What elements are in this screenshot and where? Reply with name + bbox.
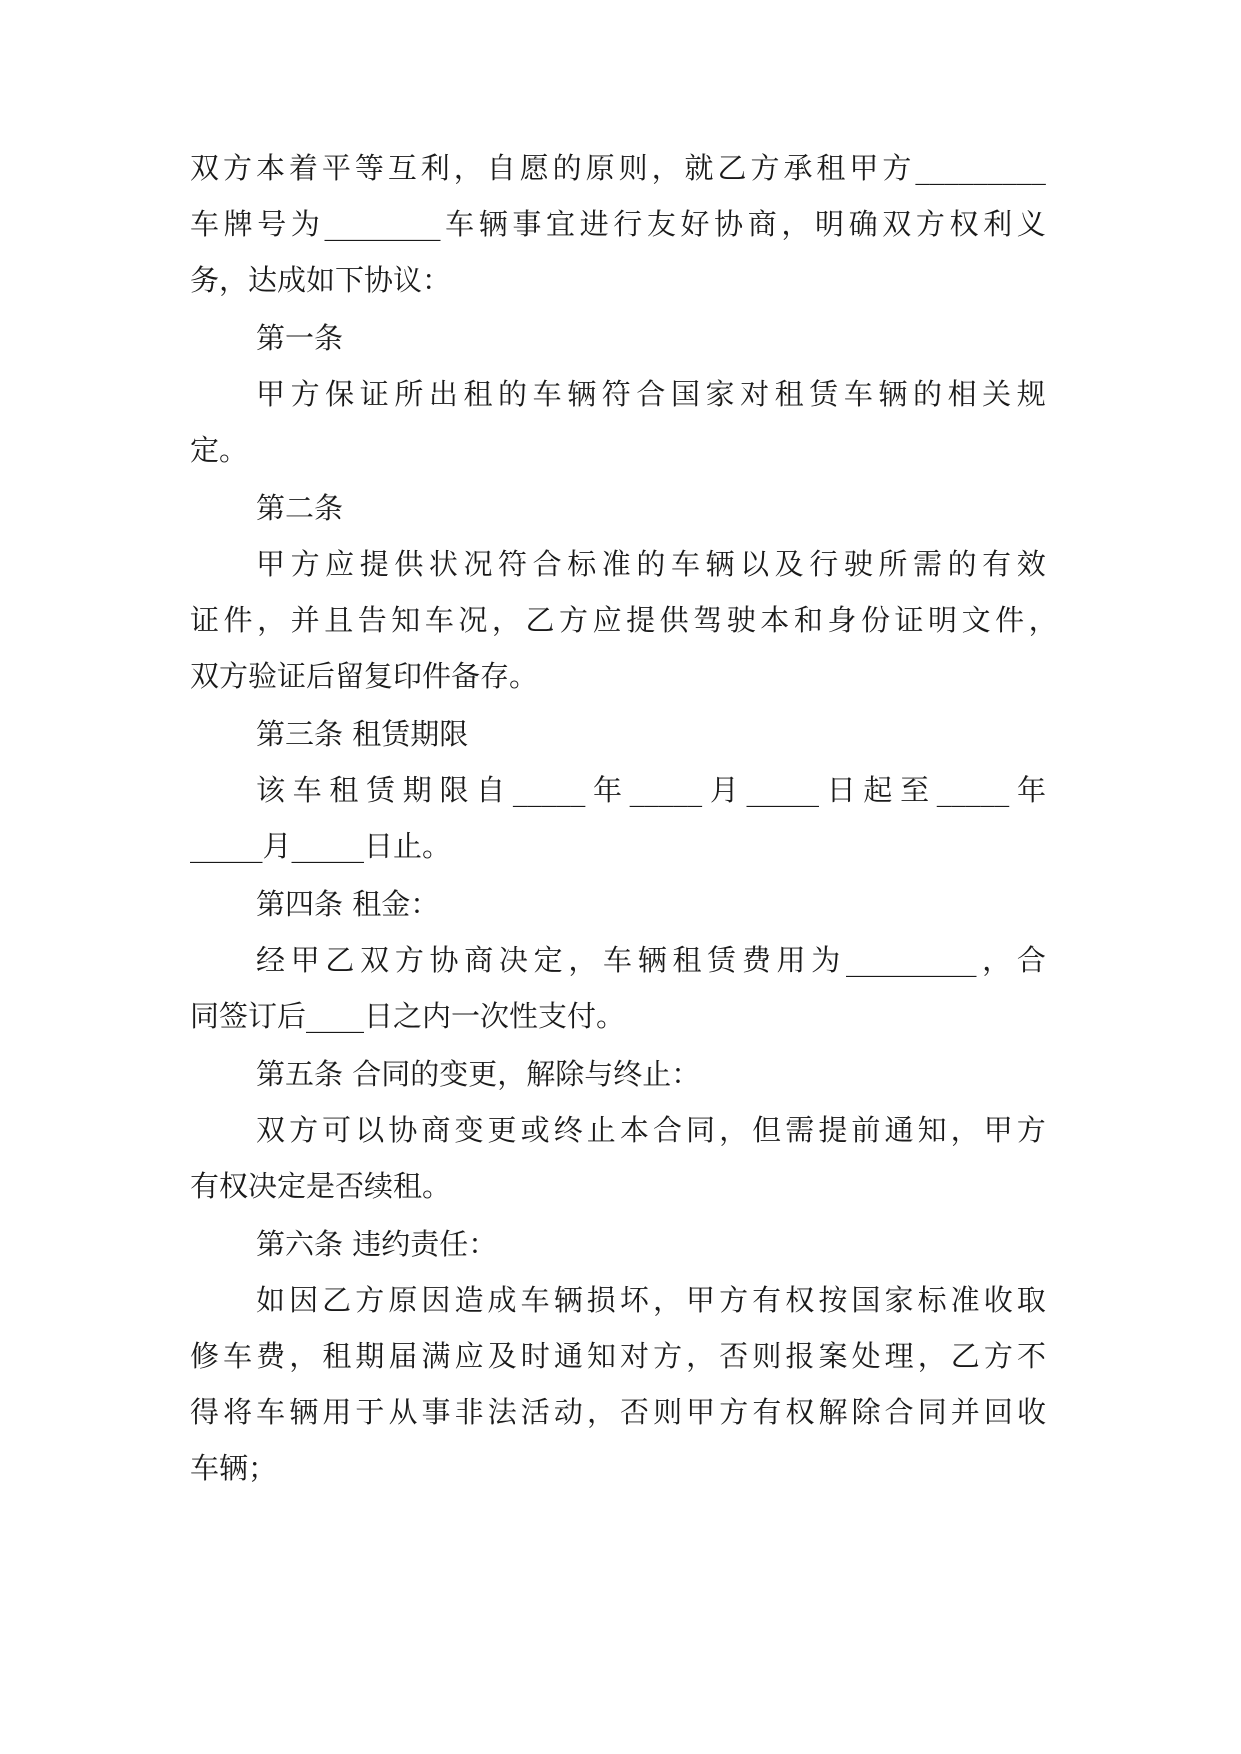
- text-glyph: 理: [884, 1339, 914, 1373]
- article-6-heading: 第六条 违约责任：: [256, 1227, 498, 1261]
- text-glyph: 辆: [637, 943, 667, 977]
- text-glyph: 权: [785, 1283, 815, 1317]
- text-glyph: 方: [559, 603, 589, 637]
- text-glyph: 租: [672, 943, 702, 977]
- text-glyph: 费: [741, 943, 771, 977]
- text-glyph: 及: [487, 1339, 517, 1373]
- text-glyph: 且: [324, 603, 354, 637]
- text-glyph: 辆: [705, 547, 735, 581]
- text-glyph: ，: [917, 1339, 947, 1373]
- article-6-line-1: [256, 1280, 1046, 1320]
- text-glyph: 方: [983, 1339, 1013, 1373]
- text-glyph: 利: [420, 151, 450, 185]
- text-glyph: 方: [653, 1339, 683, 1373]
- text-glyph: 身: [827, 603, 857, 637]
- text-glyph: 收: [983, 1283, 1013, 1317]
- text-glyph: ，: [568, 943, 598, 977]
- text-glyph: 赁: [366, 773, 396, 807]
- text-glyph: 方: [719, 1283, 749, 1317]
- text-glyph: 出: [428, 377, 458, 411]
- text-glyph: 按: [818, 1283, 848, 1317]
- text-glyph: 驾: [693, 603, 723, 637]
- article-3-line-2: _____月_____日止。: [190, 829, 452, 863]
- text-glyph: 于: [355, 1395, 385, 1429]
- text-glyph: 乙: [717, 151, 747, 185]
- text-glyph: 号: [257, 207, 287, 241]
- paragraph-intro-line-2: [190, 204, 1046, 244]
- text-glyph: 但: [752, 1113, 782, 1147]
- text-glyph: 事: [421, 1395, 451, 1429]
- text-glyph: 车: [292, 773, 322, 807]
- text-glyph: 解: [818, 1395, 848, 1429]
- text-glyph: 自: [486, 151, 516, 185]
- text-glyph: 证: [359, 377, 389, 411]
- text-glyph: 标: [917, 1283, 947, 1317]
- text-glyph: 止: [586, 1113, 616, 1147]
- text-glyph: 状: [428, 547, 458, 581]
- text-glyph: 应: [592, 603, 622, 637]
- article-2-line-3: 双方验证后留复印件备存。: [190, 659, 539, 693]
- text-glyph: ，: [781, 207, 811, 241]
- text-glyph: 否: [620, 1395, 650, 1429]
- text-glyph: 好: [680, 207, 710, 241]
- text-glyph: 双: [882, 207, 912, 241]
- text-glyph: 着: [288, 151, 318, 185]
- text-glyph: 符: [498, 547, 528, 581]
- article-3-heading: 第三条 租赁期限: [256, 717, 469, 751]
- text-glyph: 乙: [950, 1339, 980, 1373]
- text-glyph: 甲: [256, 377, 286, 411]
- text-glyph: 辆: [553, 1283, 583, 1317]
- text-glyph: 取: [1016, 1283, 1046, 1317]
- text-glyph: 方: [719, 1395, 749, 1429]
- text-glyph: 处: [851, 1339, 881, 1373]
- article-4-heading: 第四条 租金：: [256, 887, 440, 921]
- text-glyph: ，: [491, 603, 521, 637]
- text-glyph: 有: [752, 1395, 782, 1429]
- text-glyph: 成: [487, 1283, 517, 1317]
- text-glyph: 况: [458, 603, 488, 637]
- text-glyph: 通: [884, 1113, 914, 1147]
- text-glyph: 方: [290, 377, 320, 411]
- text-glyph: 进: [579, 207, 609, 241]
- text-glyph: 车: [520, 1283, 550, 1317]
- text-glyph: 等: [354, 151, 384, 185]
- text-glyph: ，: [453, 151, 483, 185]
- article-2-line-2: [190, 600, 1058, 640]
- text-glyph: 双: [190, 151, 220, 185]
- text-glyph: 方: [289, 1113, 319, 1147]
- text-glyph: 明: [928, 603, 958, 637]
- text-glyph: 车: [190, 207, 220, 241]
- text-glyph: 甲: [849, 151, 879, 185]
- text-glyph: 告: [357, 603, 387, 637]
- text-glyph: 更: [487, 1113, 517, 1147]
- article-6-line-3: [190, 1392, 1046, 1432]
- text-glyph: 准: [601, 547, 631, 581]
- text-glyph: 行: [809, 547, 839, 581]
- text-glyph: 事: [512, 207, 542, 241]
- text-glyph: 该: [256, 773, 286, 807]
- text-glyph: 有: [752, 1283, 782, 1317]
- text-glyph: 家: [884, 1283, 914, 1317]
- text-glyph: 车: [223, 1339, 253, 1373]
- text-glyph: 平: [321, 151, 351, 185]
- text-glyph: 因: [289, 1283, 319, 1317]
- text-glyph: 租: [774, 377, 804, 411]
- text-glyph: 甲: [290, 943, 320, 977]
- text-glyph: 甲: [983, 1113, 1013, 1147]
- text-glyph: 知: [586, 1339, 616, 1373]
- text-glyph: 动: [553, 1395, 583, 1429]
- text-glyph: 所: [878, 547, 908, 581]
- text-glyph: 辆: [478, 207, 508, 241]
- text-glyph: 愿: [519, 151, 549, 185]
- text-glyph: 的: [947, 547, 977, 581]
- text-glyph: 知: [917, 1113, 947, 1147]
- text-glyph: 年: [592, 773, 622, 807]
- text-glyph: 并: [950, 1395, 980, 1429]
- text-glyph: 定: [533, 943, 563, 977]
- text-glyph: ，: [257, 603, 287, 637]
- text-glyph: _________: [915, 151, 1046, 185]
- text-glyph: 方: [222, 151, 252, 185]
- text-glyph: 提: [626, 603, 656, 637]
- text-glyph: 报: [785, 1339, 815, 1373]
- text-glyph: 和: [793, 603, 823, 637]
- article-6-line-4: 车辆；: [190, 1451, 278, 1485]
- text-glyph: 租: [322, 1339, 352, 1373]
- text-glyph: 甲: [686, 1395, 716, 1429]
- text-glyph: 双: [256, 1113, 286, 1147]
- text-glyph: 权: [949, 207, 979, 241]
- text-glyph: 乙: [322, 1283, 352, 1317]
- text-glyph: 乙: [325, 943, 355, 977]
- text-glyph: 原: [585, 151, 615, 185]
- text-glyph: 车: [532, 377, 562, 411]
- text-glyph: 方: [355, 1283, 385, 1317]
- text-glyph: _____: [629, 773, 703, 807]
- article-2-heading: 第二条: [256, 491, 344, 525]
- text-glyph: 的: [912, 377, 942, 411]
- text-glyph: 终: [553, 1113, 583, 1147]
- text-glyph: 费: [256, 1339, 286, 1373]
- paragraph-intro-line-1: [190, 148, 1046, 188]
- text-glyph: 规: [1016, 377, 1046, 411]
- text-glyph: 就: [684, 151, 714, 185]
- text-glyph: 起: [863, 773, 893, 807]
- text-glyph: 损: [586, 1283, 616, 1317]
- article-5-line-1: [256, 1110, 1046, 1150]
- text-glyph: 况: [463, 547, 493, 581]
- text-glyph: 义: [1016, 207, 1046, 241]
- text-glyph: 供: [659, 603, 689, 637]
- text-glyph: 准: [950, 1283, 980, 1317]
- text-glyph: 所: [394, 377, 424, 411]
- text-glyph: 知: [391, 603, 421, 637]
- text-glyph: 有: [982, 547, 1012, 581]
- text-glyph: 自: [476, 773, 506, 807]
- text-glyph: 方: [394, 943, 424, 977]
- article-5-line-2: 有权决定是否续租。: [190, 1169, 452, 1203]
- text-glyph: 应: [325, 547, 355, 581]
- text-glyph: 租: [816, 151, 846, 185]
- text-glyph: 相: [947, 377, 977, 411]
- text-glyph: 得: [190, 1395, 220, 1429]
- text-glyph: 前: [851, 1113, 881, 1147]
- text-glyph: 变: [454, 1113, 484, 1147]
- text-glyph: 需: [912, 547, 942, 581]
- text-glyph: 商: [747, 207, 777, 241]
- text-glyph: 商: [421, 1113, 451, 1147]
- text-glyph: 关: [982, 377, 1012, 411]
- text-glyph: 牌: [223, 207, 253, 241]
- text-glyph: 通: [553, 1339, 583, 1373]
- text-glyph: _________: [845, 943, 977, 977]
- text-glyph: 法: [487, 1395, 517, 1429]
- text-glyph: 标: [567, 547, 597, 581]
- text-glyph: 因: [421, 1283, 451, 1317]
- text-glyph: 车: [424, 603, 454, 637]
- text-glyph: 友: [646, 207, 676, 241]
- text-glyph: 如: [256, 1283, 286, 1317]
- text-glyph: ，: [982, 943, 1012, 977]
- text-glyph: 经: [256, 943, 286, 977]
- text-glyph: 并: [290, 603, 320, 637]
- text-glyph: 合: [532, 547, 562, 581]
- text-glyph: 日: [826, 773, 856, 807]
- text-glyph: 件: [223, 603, 253, 637]
- text-glyph: 合: [652, 1113, 682, 1147]
- text-glyph: 同: [917, 1395, 947, 1429]
- text-glyph: 修: [190, 1339, 220, 1373]
- text-glyph: 需: [785, 1113, 815, 1147]
- text-glyph: _____: [936, 773, 1010, 807]
- text-glyph: 互: [387, 151, 417, 185]
- text-glyph: ，: [652, 1283, 682, 1317]
- text-glyph: 不: [1016, 1339, 1046, 1373]
- text-glyph: ，: [1028, 603, 1058, 637]
- text-glyph: 提: [818, 1113, 848, 1147]
- text-glyph: 否: [719, 1339, 749, 1373]
- text-glyph: 协: [714, 207, 744, 241]
- text-glyph: 本: [255, 151, 285, 185]
- text-glyph: 以: [740, 547, 770, 581]
- text-glyph: 方: [1016, 1113, 1046, 1147]
- text-glyph: 驶: [726, 603, 756, 637]
- text-glyph: 协: [388, 1113, 418, 1147]
- text-glyph: ，: [651, 151, 681, 185]
- text-glyph: _____: [512, 773, 586, 807]
- text-glyph: 合: [1016, 943, 1046, 977]
- text-glyph: 从: [388, 1395, 418, 1429]
- article-3-line-1: [256, 770, 1046, 810]
- text-glyph: 满: [421, 1339, 451, 1373]
- text-glyph: 驶: [843, 547, 873, 581]
- text-glyph: 或: [520, 1113, 550, 1147]
- article-2-line-1: [256, 544, 1046, 584]
- text-glyph: ，: [289, 1339, 319, 1373]
- text-glyph: 供: [394, 547, 424, 581]
- text-glyph: 车: [603, 943, 633, 977]
- text-glyph: 双: [360, 943, 390, 977]
- text-glyph: 造: [454, 1283, 484, 1317]
- text-glyph: 除: [851, 1395, 881, 1429]
- text-glyph: 行: [613, 207, 643, 241]
- text-glyph: 收: [1016, 1395, 1046, 1429]
- text-glyph: 权: [785, 1395, 815, 1429]
- text-glyph: 家: [705, 377, 735, 411]
- article-4-line-2: 同签订后____日之内一次性支付。: [190, 999, 626, 1033]
- text-glyph: 符: [601, 377, 631, 411]
- text-glyph: 原: [388, 1283, 418, 1317]
- text-glyph: 届: [388, 1339, 418, 1373]
- article-5-heading: 第五条 合同的变更，解除与终止：: [256, 1057, 701, 1091]
- text-glyph: 的: [636, 547, 666, 581]
- paragraph-intro-line-3: 务，达成如下协议：: [190, 263, 452, 297]
- text-glyph: 份: [860, 603, 890, 637]
- text-glyph: 时: [520, 1339, 550, 1373]
- text-glyph: 决: [498, 943, 528, 977]
- text-glyph: 效: [1016, 547, 1046, 581]
- text-glyph: 活: [520, 1395, 550, 1429]
- text-glyph: 保: [325, 377, 355, 411]
- text-glyph: 年: [1016, 773, 1046, 807]
- text-glyph: 商: [464, 943, 494, 977]
- text-glyph: 用: [776, 943, 806, 977]
- text-glyph: 限: [439, 773, 469, 807]
- text-glyph: 的: [498, 377, 528, 411]
- text-glyph: 租: [463, 377, 493, 411]
- text-glyph: ________: [324, 207, 441, 241]
- article-4-line-1: [256, 940, 1046, 980]
- text-glyph: 可: [322, 1113, 352, 1147]
- text-glyph: 回: [983, 1395, 1013, 1429]
- text-glyph: 非: [454, 1395, 484, 1429]
- text-glyph: 车: [843, 377, 873, 411]
- text-glyph: 月: [709, 773, 739, 807]
- text-glyph: 同: [686, 1113, 716, 1147]
- text-glyph: 车: [670, 547, 700, 581]
- text-glyph: 则: [618, 151, 648, 185]
- article-1-line-1: [256, 374, 1046, 414]
- text-glyph: 本: [760, 603, 790, 637]
- text-glyph: ，: [686, 1339, 716, 1373]
- text-glyph: 及: [774, 547, 804, 581]
- article-1-heading: 第一条: [256, 321, 344, 355]
- text-glyph: 应: [454, 1339, 484, 1373]
- text-glyph: 利: [983, 207, 1013, 241]
- text-glyph: 方: [882, 151, 912, 185]
- text-glyph: 协: [429, 943, 459, 977]
- text-glyph: 的: [552, 151, 582, 185]
- text-glyph: 乙: [525, 603, 555, 637]
- text-glyph: ，: [586, 1395, 616, 1429]
- text-glyph: 证: [190, 603, 220, 637]
- text-glyph: 用: [322, 1395, 352, 1429]
- text-glyph: 坏: [619, 1283, 649, 1317]
- text-glyph: 辆: [878, 377, 908, 411]
- text-glyph: 证: [894, 603, 924, 637]
- text-glyph: 文: [961, 603, 991, 637]
- text-glyph: ，: [950, 1113, 980, 1147]
- text-glyph: 国: [851, 1283, 881, 1317]
- text-glyph: 车: [445, 207, 475, 241]
- text-glyph: 租: [329, 773, 359, 807]
- text-glyph: 将: [223, 1395, 253, 1429]
- text-glyph: 对: [740, 377, 770, 411]
- text-glyph: 件: [995, 603, 1025, 637]
- text-glyph: 甲: [686, 1283, 716, 1317]
- text-glyph: 为: [811, 943, 841, 977]
- text-glyph: 国: [670, 377, 700, 411]
- article-1-line-2: 定。: [190, 433, 249, 467]
- text-glyph: 合: [636, 377, 666, 411]
- text-glyph: 至: [900, 773, 930, 807]
- text-glyph: ，: [719, 1113, 749, 1147]
- text-glyph: _____: [746, 773, 820, 807]
- text-glyph: 则: [653, 1395, 683, 1429]
- text-glyph: 本: [619, 1113, 649, 1147]
- text-glyph: 期: [402, 773, 432, 807]
- text-glyph: 期: [355, 1339, 385, 1373]
- text-glyph: 提: [359, 547, 389, 581]
- article-6-line-2: [190, 1336, 1046, 1376]
- text-glyph: 赁: [707, 943, 737, 977]
- text-glyph: 方: [290, 547, 320, 581]
- text-glyph: 案: [818, 1339, 848, 1373]
- text-glyph: 甲: [256, 547, 286, 581]
- text-glyph: 对: [620, 1339, 650, 1373]
- text-glyph: 赁: [809, 377, 839, 411]
- text-glyph: 承: [783, 151, 813, 185]
- text-glyph: 合: [884, 1395, 914, 1429]
- text-glyph: 车: [256, 1395, 286, 1429]
- text-glyph: 为: [290, 207, 320, 241]
- text-glyph: 以: [355, 1113, 385, 1147]
- text-glyph: 方: [915, 207, 945, 241]
- text-glyph: 辆: [567, 377, 597, 411]
- text-glyph: 方: [750, 151, 780, 185]
- text-glyph: 确: [848, 207, 878, 241]
- text-glyph: 辆: [289, 1395, 319, 1429]
- text-glyph: 明: [814, 207, 844, 241]
- text-glyph: 则: [752, 1339, 782, 1373]
- text-glyph: 宜: [545, 207, 575, 241]
